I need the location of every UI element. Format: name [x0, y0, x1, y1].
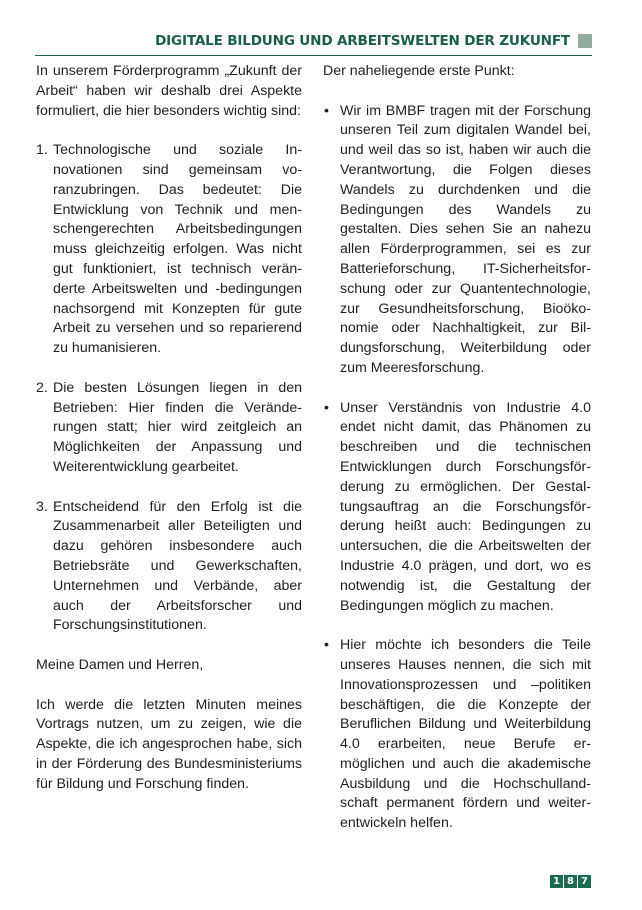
item-number: 2. [36, 379, 48, 396]
numbered-item [36, 379, 302, 478]
running-header [35, 31, 592, 56]
item-text: Technologische und soziale Innovationen sind gemeinsam voranzubringen. Das bedeutet: Die Entwicklung von Technik und menschengerechten Arbeitsbedingungen muss gleichzeitig erfolgen. Was nicht gut funktioniert, ist technisch veränderte Arbeitswelten und -bedingungen nachsorgend mit Konzepten für gute Arbeit zu versehen und so reparierend zu humanisieren. [53, 142, 302, 357]
page-digit: 7 [578, 875, 591, 888]
page-digit: 8 [564, 875, 577, 888]
bullet-icon: • [324, 399, 329, 416]
bullet-icon: • [324, 637, 329, 654]
closing-paragraph: Ich werde die letzten Minuten meines Vortrags nutzen, um zu zeigen, wie die Aspekte, die ich angesprochen habe, sich in der Förderung des Bundesministeriums für Bildung und Forschung finden. [36, 696, 302, 792]
header-title: DIGITALE BILDUNG UND ARBEITSWELTEN DER ZUKUNFT [155, 33, 570, 49]
salutation-paragraph: Meine Damen und Herren, [36, 656, 204, 673]
left-column [36, 62, 302, 814]
bullet-item [323, 102, 591, 379]
right-intro-paragraph: Der naheliegende erste Punkt: [323, 63, 515, 79]
right-column [323, 62, 591, 854]
item-text: Entscheidend für den Erfolg ist die Zusammenarbeit aller Beteiligten und dazu gehören insbesondere auch Betriebsräte und Gewerkschaften, Unternehmen und Verbände, aber auch der Arbeitsforscher und Forschungsinstitutionen. [53, 498, 302, 634]
item-text: Die besten Lösungen liegen in den Betrieben: Hier finden die Veränderungen statt; hier wird zeitgleich an Möglichkeiten der Anpassung und Weiterentwicklung gearbeitet. [53, 379, 302, 475]
numbered-item [36, 498, 302, 637]
page-number [550, 875, 591, 888]
item-number: 3. [36, 498, 48, 515]
bullet-text: Hier möchte ich besonders die Teile unseres Hauses nennen, die sich mit Innovationsprozessen und –politiken beschäftigen, die die Konzepte der Beruflichen Bildung und Weiterbildung 4.0 erarbeiten, neue Berufe ermöglichen und auch die akademische Ausbildung und die Hochschullandschaft permanent fördern und weiterentwickeln helfen. [340, 637, 591, 832]
bullet-text: Wir im BMBF tragen mit der Forschung unseren Teil zum digitalen Wandel bei, und weil das so ist, haben wir auch die Verantwortung, die Folgen dieses Wandels zu durchdenken und die Bedingungen des Wandels zu gestalten. Dies sehen Sie an nahezu allen Förderprogrammen, sei es zur Batterieforschung, IT-Sicherheitsforschung oder zur Quantentechnologie, zur Gesundheitsforschung, Bioökonomie oder Nachhaltigkeit, zur Bildungsforschung, Weiterbildung oder zum Meeresforschung. [340, 102, 591, 376]
item-number: 1. [36, 142, 48, 159]
header-square-decoration [578, 34, 592, 48]
intro-paragraph: In unserem Förderprogramm „Zukunft der Arbeit“ haben wir deshalb drei Aspekte formuliert, die hier besonders wichtig sind: [36, 63, 302, 119]
bullet-item [323, 399, 591, 617]
bullet-text: Unser Verständnis von Industrie 4.0 endet nicht damit, das Phänomen zu beschreiben und die technischen Entwicklungen durch Forschungsförderung zu ermöglichen. Der Gestaltungsauftrag an die Forschungsförderung heißt auch: Bedingungen zu untersuchen, die die Arbeitswelten der Industrie 4.0 prägen, und dort, wo es notwendig ist, die Gestaltung der Bedingungen möglich zu machen. [340, 399, 591, 614]
numbered-item [36, 141, 302, 359]
bullet-item [323, 636, 591, 834]
bullet-icon: • [324, 102, 329, 119]
page-digit: 1 [550, 875, 563, 888]
